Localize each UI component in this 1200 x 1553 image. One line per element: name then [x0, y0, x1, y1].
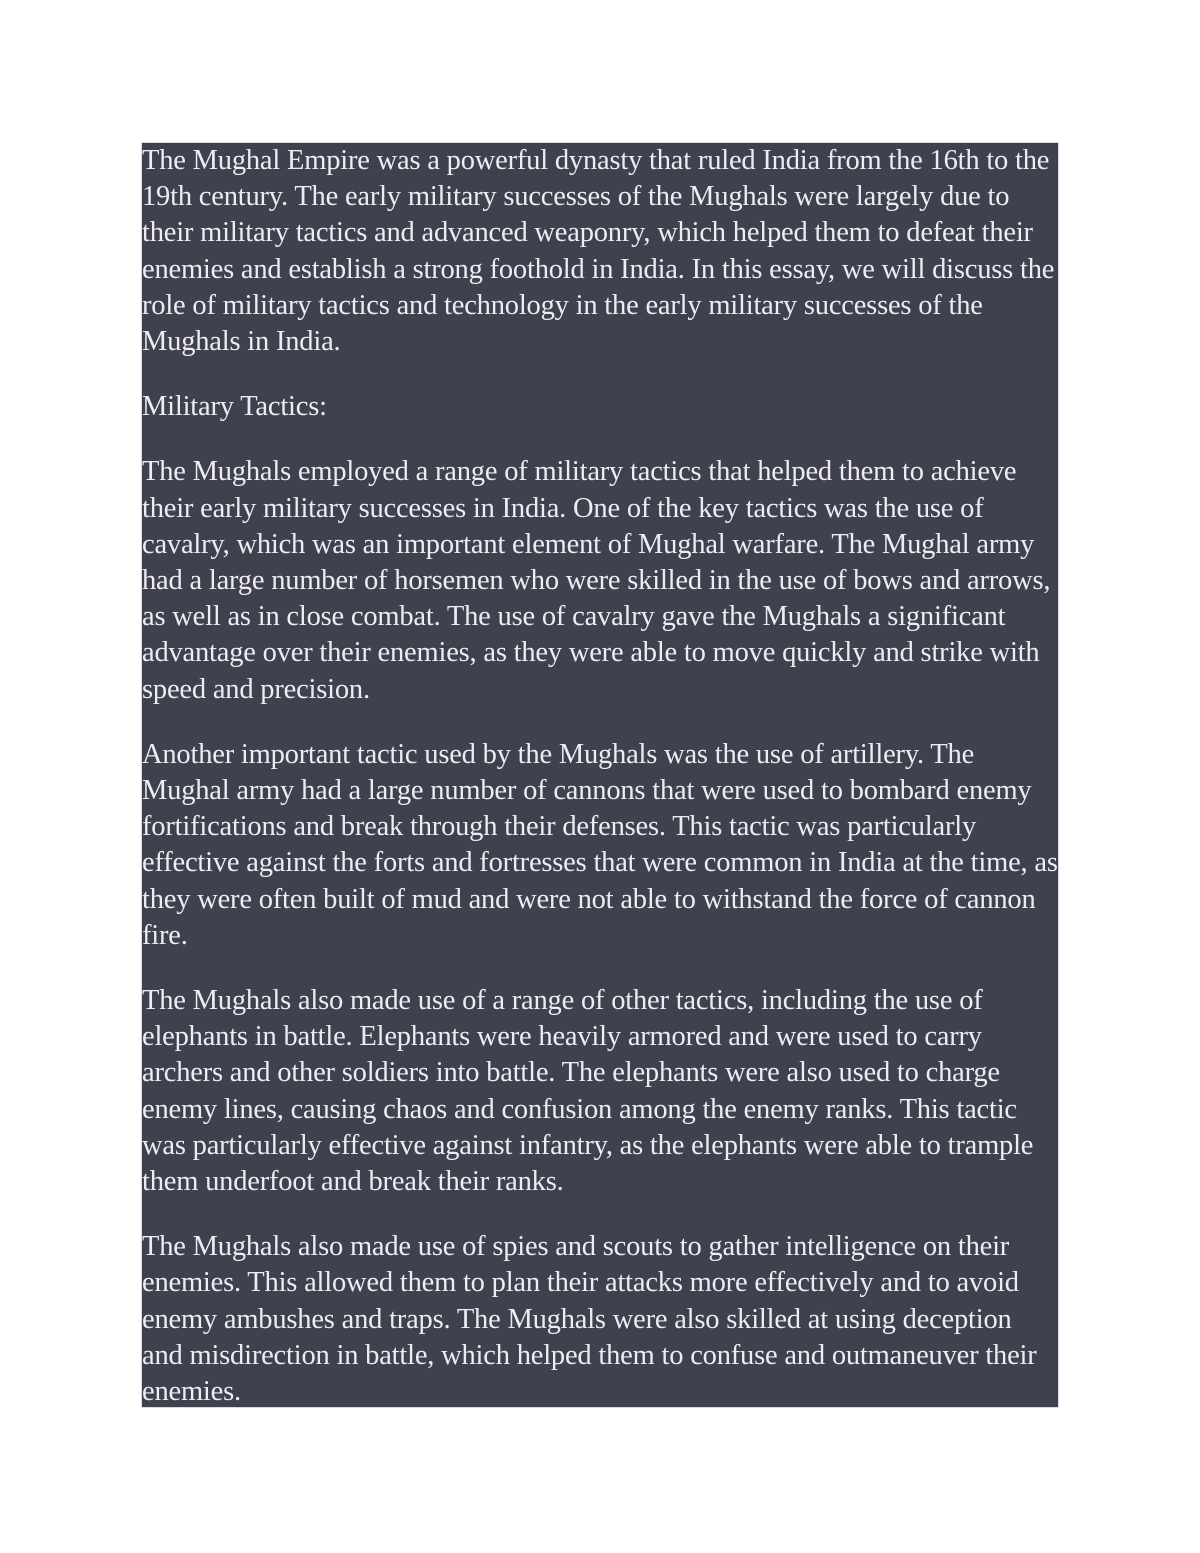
elephants-paragraph: The Mughals also made use of a range of other tactics, including the use of elephants in battle. Elephants were heavily armored and were used to carry archers and other soldiers into battle. The elephants were also used to charge enemy lines, causing chaos and confusion among the enemy ranks. This tactic was particularly effective against infantry, as the elephants were able to trample them underfoot and break their ranks.: [142, 985, 1034, 1198]
artillery-paragraph: Another important tactic used by the Mughals was the use of artillery. The Mughal army had a large number of cannons that were used to bombard enemy fortifications and break through their defenses. This tactic was particularly effective against the forts and fortresses that were common in India at the time, as they were often built of mud and were not able to withstand the force of cannon fire.: [142, 738, 1058, 951]
essay-text-block[interactable]: [141, 142, 1059, 1408]
section-heading-military-tactics: Military Tactics:: [142, 391, 327, 423]
spies-scouts-paragraph: The Mughals also made use of spies and scouts to gather intelligence on their enemies. This allowed them to plan their attacks more effectively and to avoid enemy ambushes and traps. The Mughals were also skilled at using deception and misdirection in battle, which helped them to confuse and outmaneuver their enemies.: [142, 1231, 1037, 1408]
cavalry-paragraph: The Mughals employed a range of military tactics that helped them to achieve their early military successes in India. One of the key tactics was the use of cavalry, which was an important element of Mughal warfare. The Mughal army had a large number of horsemen who were skilled in the use of bows and arrows, as well as in close combat. The use of cavalry gave the Mughals a significant advantage over their enemies, as they were able to move quickly and strike with speed and precision.: [142, 456, 1051, 705]
essay-intro-paragraph: The Mughal Empire was a powerful dynasty that ruled India from the 16th to the 19th century. The early military successes of the Mughals were largely due to their military tactics and advanced weaponry, which helped them to defeat their enemies and establish a strong foothold in India. In this essay, we will discuss the role of military tactics and technology in the early military successes of the Mughals in India.: [142, 145, 1055, 358]
